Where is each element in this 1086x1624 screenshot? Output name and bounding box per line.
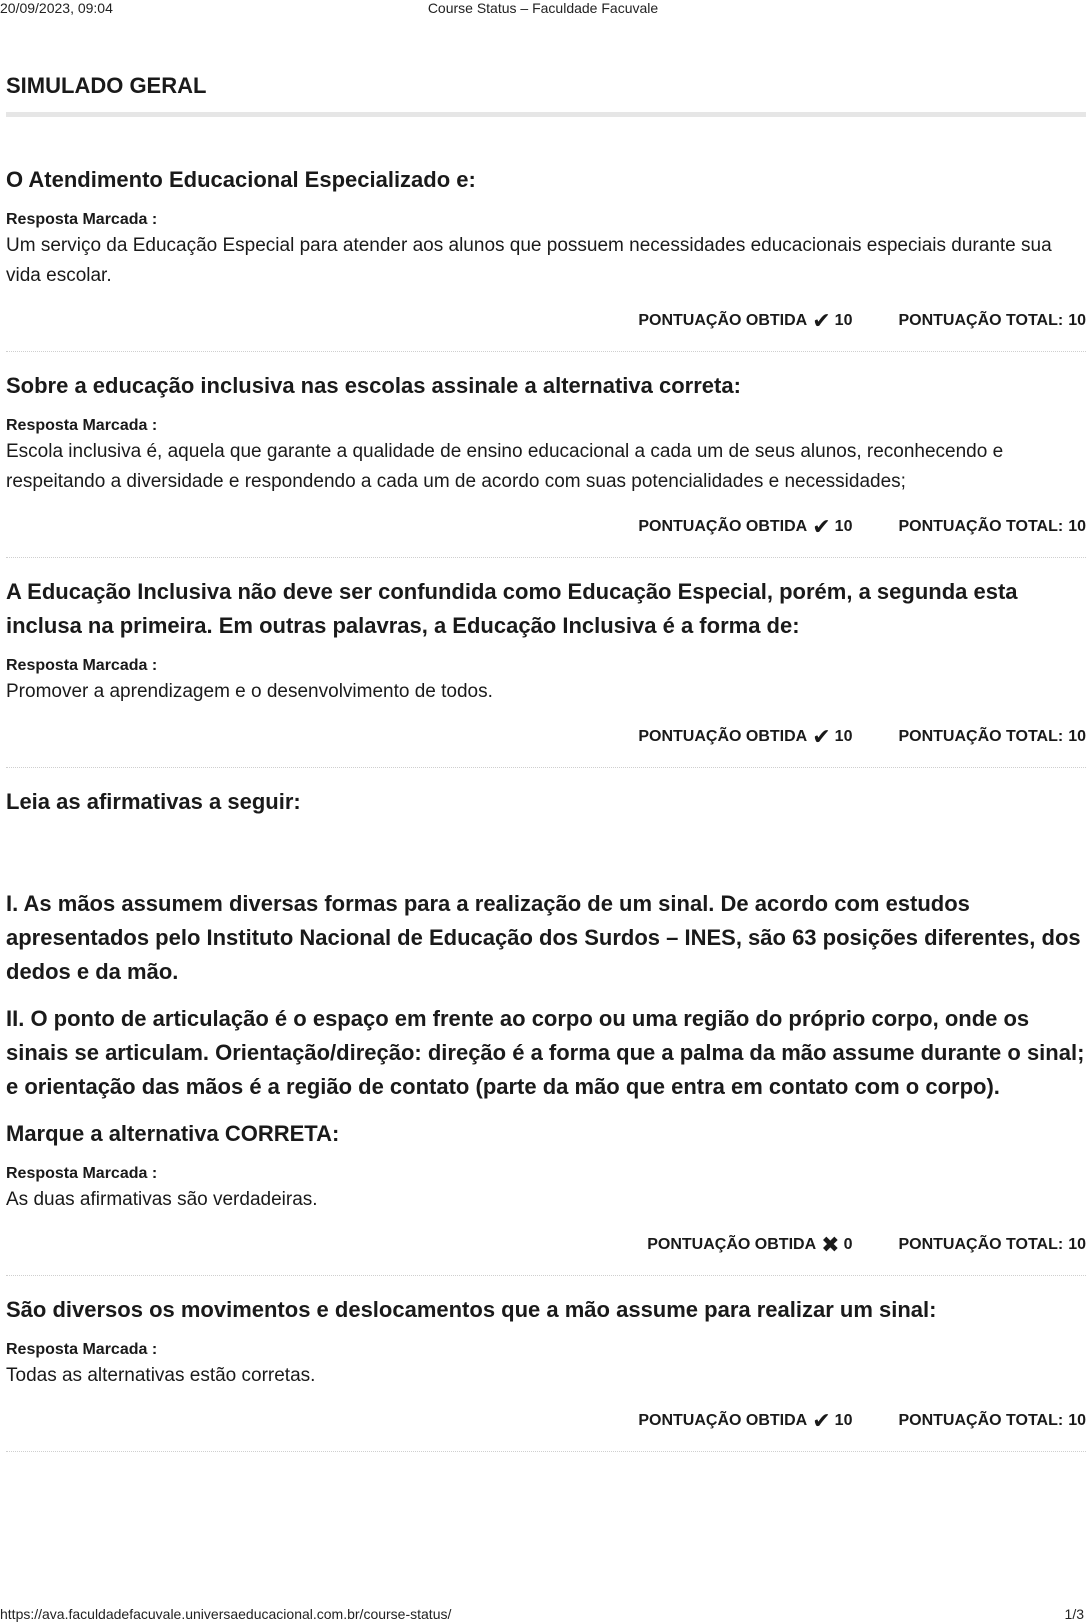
score-row xyxy=(6,723,1086,751)
score-obtained xyxy=(638,308,853,333)
score-total xyxy=(898,312,1086,330)
score-row xyxy=(6,513,1086,541)
marked-answer: Promover a aprendizagem e o desenvolvimento de todos. xyxy=(6,681,493,702)
marked-answer: As duas afirmativas são verdadeiras. xyxy=(6,1189,318,1210)
score-obtained xyxy=(638,514,853,539)
question-2 xyxy=(6,369,1086,558)
score-total-value: 10 xyxy=(1068,312,1086,329)
score-obtained-label: PONTUAÇÃO OBTIDA xyxy=(638,312,808,329)
print-datetime: 20/09/2023, 09:04 xyxy=(0,0,113,16)
score-obtained-label: PONTUAÇÃO OBTIDA xyxy=(638,1412,808,1429)
score-row xyxy=(6,1231,1086,1259)
print-footer xyxy=(0,1606,1086,1624)
score-row xyxy=(6,1407,1086,1435)
score-total xyxy=(898,518,1086,536)
marked-answer: Escola inclusiva é, aquela que garante a qualidade de ensino educacional a cada um de seus alunos, reconhecendo e respeitando a diversidade e respondendo a cada um de acordo com suas potencialidades e necessidades; xyxy=(6,441,1004,492)
score-obtained xyxy=(638,724,853,749)
question-text: O Atendimento Educacional Especializado e: xyxy=(6,167,476,192)
score-total-label: PONTUAÇÃO TOTAL: xyxy=(898,1236,1064,1253)
score-row xyxy=(6,307,1086,335)
answer-label: Resposta Marcada : xyxy=(6,1341,158,1358)
question-intro: Leia as afirmativas a seguir: xyxy=(6,789,301,814)
course-status-content xyxy=(6,68,1086,1452)
check-icon: ✔ xyxy=(812,1408,831,1433)
question-1 xyxy=(6,163,1086,352)
score-obtained-label: PONTUAÇÃO OBTIDA xyxy=(638,728,808,745)
marked-answer: Um serviço da Educação Especial para atender aos alunos que possuem necessidades educacionais especiais durante sua vida escolar. xyxy=(6,235,1052,286)
score-obtained-value: 0 xyxy=(843,1236,853,1253)
question-text: Sobre a educação inclusiva nas escolas assinale a alternativa correta: xyxy=(6,373,741,398)
question-divider xyxy=(6,351,1086,352)
score-obtained-value: 10 xyxy=(834,312,853,329)
score-total-value: 10 xyxy=(1068,1412,1086,1429)
score-total-label: PONTUAÇÃO TOTAL: xyxy=(898,1412,1064,1429)
score-total-value: 10 xyxy=(1068,1236,1086,1253)
cross-icon: ✖ xyxy=(821,1232,840,1257)
answer-label: Resposta Marcada : xyxy=(6,211,158,228)
score-total-label: PONTUAÇÃO TOTAL: xyxy=(898,518,1064,535)
question-text: São diversos os movimentos e deslocamentos que a mão assume para realizar um sinal: xyxy=(6,1297,937,1322)
title-divider xyxy=(6,112,1086,117)
check-icon: ✔ xyxy=(812,514,831,539)
check-icon: ✔ xyxy=(812,724,831,749)
question-5 xyxy=(6,1293,1086,1452)
check-icon: ✔ xyxy=(812,308,831,333)
score-total-value: 10 xyxy=(1068,728,1086,745)
answer-label: Resposta Marcada : xyxy=(6,1165,158,1182)
question-divider xyxy=(6,767,1086,768)
question-3 xyxy=(6,575,1086,768)
score-total xyxy=(898,1236,1086,1254)
question-divider xyxy=(6,1451,1086,1452)
question-statement-2: II. O ponto de articulação é o espaço em frente ao corpo ou uma região do próprio corpo, onde os sinais se articulam. Orientação/direção: direção é a forma que a palma da mão assume durante o sinal; e orientação das mãos é a região de contato (parte da mão que entra em contato com o corpo). xyxy=(6,1006,1085,1099)
score-obtained-label: PONTUAÇÃO OBTIDA xyxy=(647,1236,817,1253)
score-obtained xyxy=(647,1232,853,1257)
marked-answer: Todas as alternativas estão corretas. xyxy=(6,1365,316,1386)
score-total xyxy=(898,728,1086,746)
question-statement-1: I. As mãos assumem diversas formas para a realização de um sinal. De acordo com estudos apresentados pelo Instituto Nacional de Educação dos Surdos – INES, são 63 posições diferentes, dos dedos e da mão. xyxy=(6,891,1081,984)
answer-label: Resposta Marcada : xyxy=(6,657,158,674)
score-obtained-value: 10 xyxy=(834,518,853,535)
question-text: A Educação Inclusiva não deve ser confundida como Educação Especial, porém, a segunda esta inclusa na primeira. Em outras palavras, a Educação Inclusiva é a forma de: xyxy=(6,579,1018,638)
score-obtained-label: PONTUAÇÃO OBTIDA xyxy=(638,518,808,535)
question-divider xyxy=(6,1275,1086,1276)
score-total-label: PONTUAÇÃO TOTAL: xyxy=(898,312,1064,329)
page-url-link[interactable]: https://ava.faculdadefacuvale.universaeducacional.com.br/course-status/ xyxy=(0,1606,452,1622)
score-obtained xyxy=(638,1408,853,1433)
question-4 xyxy=(6,785,1086,1276)
score-obtained-value: 10 xyxy=(834,728,853,745)
question-divider xyxy=(6,557,1086,558)
answer-label: Resposta Marcada : xyxy=(6,417,158,434)
score-obtained-value: 10 xyxy=(834,1412,853,1429)
question-prompt: Marque a alternativa CORRETA: xyxy=(6,1121,340,1146)
score-total-value: 10 xyxy=(1068,518,1086,535)
page-number: 1/3 xyxy=(1064,1606,1084,1622)
score-total-label: PONTUAÇÃO TOTAL: xyxy=(898,728,1064,745)
score-total xyxy=(898,1412,1086,1430)
print-header xyxy=(0,0,1086,20)
print-page-title: Course Status – Faculdade Facuvale xyxy=(427,0,659,16)
page-title: SIMULADO GERAL xyxy=(6,73,207,98)
